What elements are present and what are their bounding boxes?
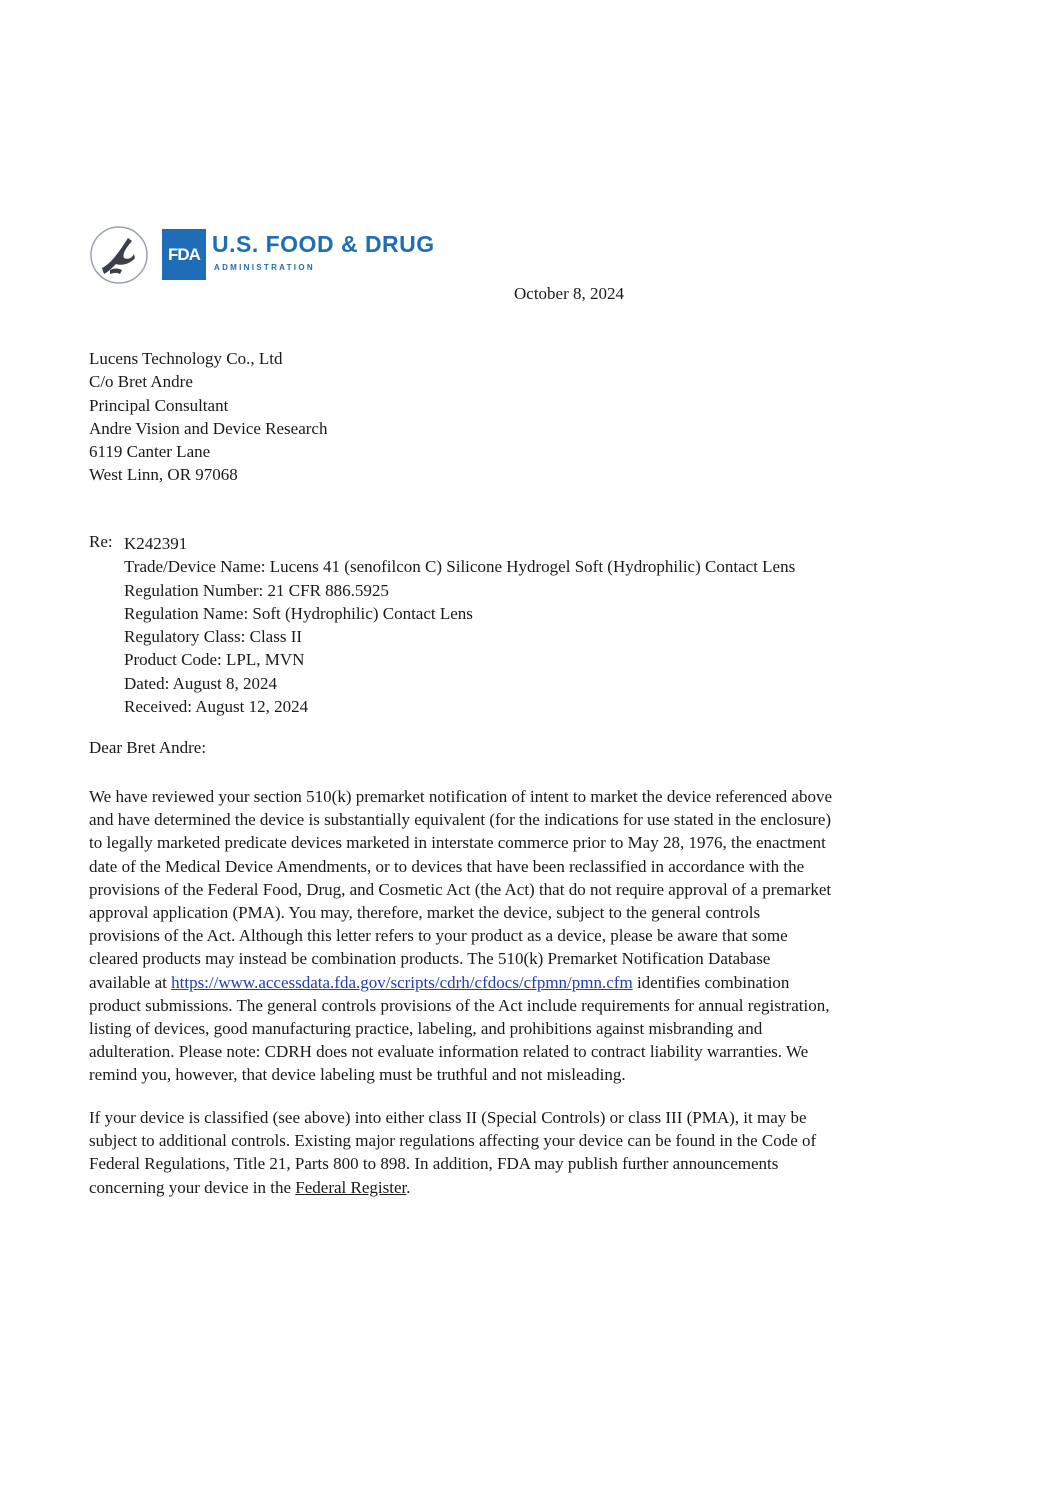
paragraph-2 xyxy=(89,1106,816,1199)
paragraph-line: provisions of the Federal Food, Drug, and Cosmetic Act (the Act) that do not require approval of a premarket xyxy=(89,879,832,899)
address-line: 6119 Canter Lane xyxy=(89,442,211,462)
paragraph-line: and have determined the device is substantially equivalent (for the indications for use stated in the enclosure) xyxy=(89,810,832,830)
address-line: Andre Vision and Device Research xyxy=(89,418,328,438)
re-label: Re: xyxy=(89,532,113,551)
paragraph-line: listing of devices, good manufacturing practice, labeling, and prohibitions against misbranding and xyxy=(89,1019,763,1039)
paragraph-line: approval application (PMA). You may, therefore, market the device, subject to the general controls xyxy=(89,903,761,923)
address-line: Principal Consultant xyxy=(89,395,229,415)
regulation-number: Regulation Number: 21 CFR 886.5925 xyxy=(124,580,389,600)
paragraph-line: product submissions. The general controls provisions of the Act include requirements for annual registration, xyxy=(89,995,830,1015)
fda-logo-text: FDA xyxy=(168,244,200,264)
paragraph-line: date of the Medical Device Amendments, or to devices that have been reclassified in accordance with the xyxy=(89,856,805,876)
paragraph-line: subject to additional controls. Existing major regulations affecting your device can be found in the Code of xyxy=(89,1131,817,1151)
paragraph-line: provisions of the Act. Although this letter refers to your product as a device, please be aware that some xyxy=(89,926,788,946)
text-span: identifies combination xyxy=(632,972,790,992)
product-code: Product Code: LPL, MVN xyxy=(124,650,305,670)
letter-date: October 8, 2024 xyxy=(514,284,625,303)
reference-number: K242391 xyxy=(124,534,188,553)
hhs-eagle-seal-icon xyxy=(88,224,150,286)
paragraph-line: We have reviewed your section 510(k) premarket notification of intent to market the device referenced above xyxy=(89,787,833,806)
agency-subtitle: ADMINISTRATION xyxy=(214,263,315,272)
regulatory-class: Regulatory Class: Class II xyxy=(124,627,303,647)
text-span: . xyxy=(406,1177,411,1197)
fda-logo-box xyxy=(162,229,206,280)
paragraph-line: cleared products may instead be combination products. The 510(k) Premarket Notification Database xyxy=(89,949,771,969)
paragraph-line: If your device is classified (see above) into either class II (Special Controls) or class III (PMA), it may be xyxy=(89,1108,807,1127)
recipient-address xyxy=(89,347,327,487)
paragraph-1 xyxy=(89,785,832,1087)
reference-block xyxy=(124,532,795,718)
address-line: Lucens Technology Co., Ltd xyxy=(89,349,283,368)
salutation: Dear Bret Andre: xyxy=(89,738,207,757)
dated: Dated: August 8, 2024 xyxy=(124,673,277,693)
paragraph-line: to legally marketed predicate devices marketed in interstate commerce prior to May 28, 1976, the enactment xyxy=(89,833,826,853)
paragraph-line: remind you, however, that device labeling must be truthful and not misleading. xyxy=(89,1065,626,1085)
text-span: concerning your device in the xyxy=(89,1177,296,1197)
trade-device-name: Trade/Device Name: Lucens 41 (senofilcon C) Silicone Hydrogel Soft (Hydrophilic) Contact Lens xyxy=(124,557,796,577)
address-line: C/o Bret Andre xyxy=(89,372,193,392)
paragraph-line: Federal Regulations, Title 21, Parts 800 to 898. In addition, FDA may publish further announcements xyxy=(89,1154,779,1174)
paragraph-line: adulteration. Please note: CDRH does not evaluate information related to contract liability warranties. We xyxy=(89,1042,809,1062)
paragraph-line xyxy=(89,1176,816,1199)
pmn-database-link[interactable]: https://www.accessdata.fda.gov/scripts/cdrh/cfdocs/cfpmn/pmn.cfm xyxy=(171,972,633,992)
federal-register-text: Federal Register xyxy=(295,1177,407,1197)
received: Received: August 12, 2024 xyxy=(124,697,309,717)
paragraph-line xyxy=(89,971,832,994)
agency-name: U.S. FOOD & DRUG xyxy=(212,231,435,257)
address-line: West Linn, OR 97068 xyxy=(89,465,238,485)
regulation-name: Regulation Name: Soft (Hydrophilic) Contact Lens xyxy=(124,603,473,623)
text-span: available at xyxy=(89,972,172,992)
